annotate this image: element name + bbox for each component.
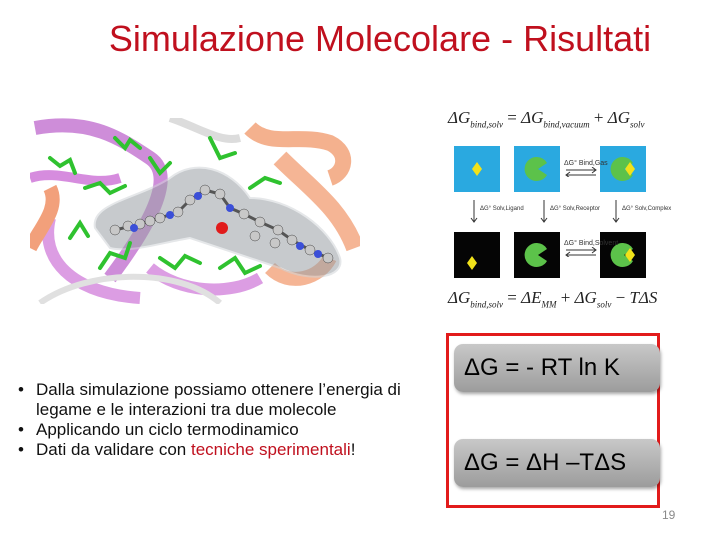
formula-gibbs: ΔG = ΔH –TΔS [454, 439, 660, 487]
bullet-list [18, 380, 438, 460]
formula-rt-lnk: ΔG = - RT ln K [454, 344, 660, 392]
arrow-bind-solvent: ΔG° Bind,Solvent [564, 240, 618, 259]
solvent-receptor-box [514, 146, 560, 192]
cycle-equation-top: $\Delta G_{bind,solv} = \Delta G_{bind,vacuum} + \Delta G_{solv}$ [448, 108, 645, 130]
bullet-item: • Dalla simulazione possiamo ottenere l’energia di legame e le interazioni tra due molecole [18, 380, 401, 419]
thermodynamic-cycle [446, 108, 676, 316]
page-number: 19 [662, 508, 676, 522]
arrow-solv-receptor: ΔG° Solv,Receptor [540, 200, 548, 226]
slide-title: Simulazione Molecolare - Risultati [108, 18, 652, 59]
cycle-equation-bottom: $\Delta G_{bind,solv} = \Delta E_{MM} + \Delta G_{solv} - T\Delta S$ [448, 288, 658, 310]
arrow-bind-gas: ΔG° Bind,Gas [564, 160, 608, 179]
arrow-solv-ligand: ΔG° Solv,Ligand [470, 200, 478, 226]
bullet-item: • Dati da validare con tecniche sperimentali! [18, 440, 356, 459]
vacuum-ligand-box [454, 232, 500, 278]
solvent-ligand-box [454, 146, 500, 192]
molecule-image [30, 118, 360, 304]
vacuum-receptor-box [514, 232, 560, 278]
arrow-solv-complex: ΔG° Solv,Complex [612, 200, 620, 226]
bullet-item: • Applicando un ciclo termodinamico [18, 420, 299, 439]
